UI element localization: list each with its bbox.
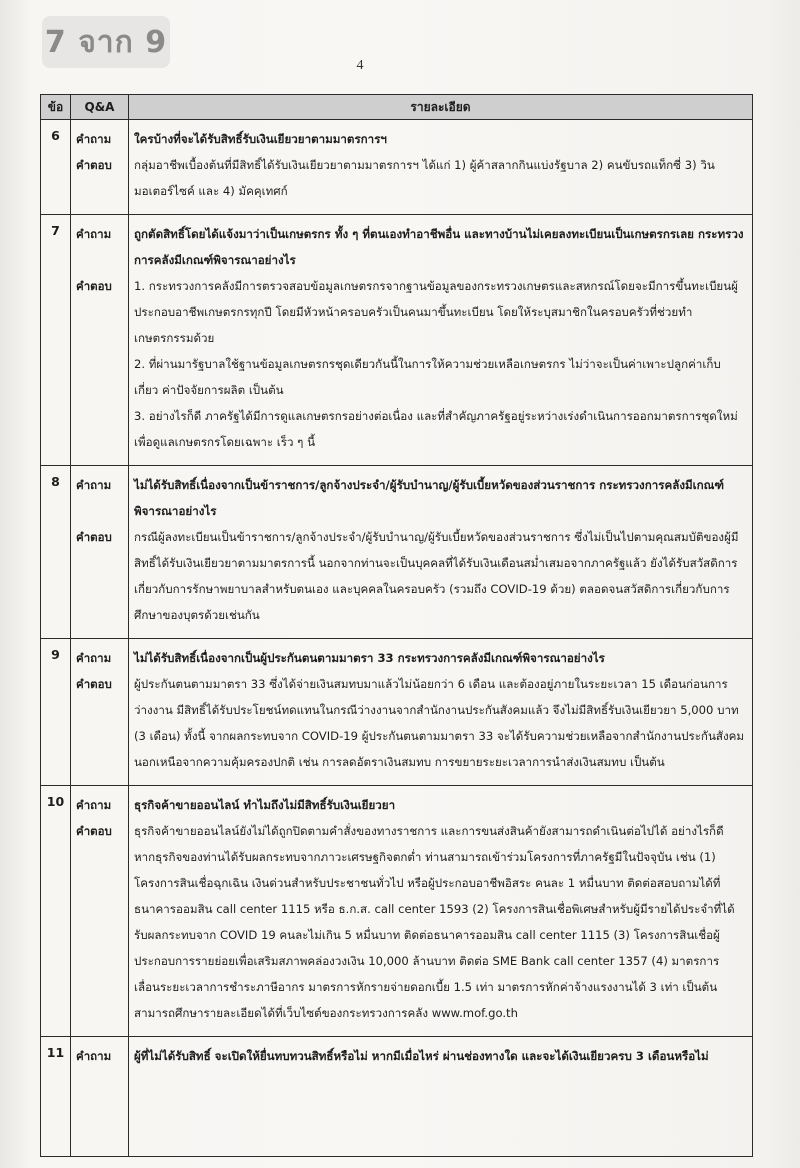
- table-row: [41, 466, 753, 639]
- answer-text: [134, 671, 744, 775]
- qa-label-cell: [71, 1037, 129, 1157]
- answer-text: [134, 524, 744, 628]
- row-number: 7: [41, 215, 71, 466]
- answer-label: คำตอบ: [76, 279, 112, 293]
- question-text: ผู้ที่ไม่ได้รับสิทธิ์ จะเปิดให้ยื่นทบทวนสิทธิ์หรือไม่ หากมีเมื่อไหร่ ผ่านช่องทางใด และจะได้เงินเยียวครบ 3 เดือนหรือไม่: [134, 1049, 709, 1063]
- row-number: 11: [41, 1037, 71, 1157]
- answer-paragraph: 2. ที่ผ่านมารัฐบาลใช้ฐานข้อมูลเกษตรกรชุดเดียวกันนี้ในการให้ความช่วยเหลือเกษตรกร ไม่ว่าจะเป็นค่าเพาะปลูกค่าเก็บเกี่ยว ค่าปัจจัยการผลิต เป็นต้น: [134, 357, 721, 397]
- table-row: [41, 639, 753, 786]
- answer-paragraph: กรณีผู้ลงทะเบียนเป็นข้าราชการ/ลูกจ้างประจำ/ผู้รับบำนาญ/ผู้รับเบี้ยหวัดของส่วนราชการ ซึ่งไม่เป็นไปตามคุณสมบัติของผู้มีสิทธิ์ได้รับเงินเยียวยาตามมาตรการนี้ นอกจากท่านจะเป็นบุคคลที่ได้รับเงินเดือนสม่ำเสมอจากภาครัฐแล้ว ยังได้รับสวัสดิการเกี่ยวกับการรักษาพยาบาลสำหรับตนเอง และบุคคลในครอบครัว (รวมถึง COVID-19 ด้วย) ตลอดจนสวัสดิการเกี่ยวกับการศึกษาของบุตรด้วยเช่นกัน: [134, 530, 739, 622]
- table-header-row: [41, 95, 753, 120]
- detail-cell: [129, 639, 753, 786]
- answer-text: [134, 818, 744, 1026]
- row-number: 10: [41, 786, 71, 1037]
- row-number: 9: [41, 639, 71, 786]
- header-no: ข้อ: [41, 95, 71, 120]
- qa-label-cell: [71, 120, 129, 215]
- answer-label: คำตอบ: [76, 158, 112, 172]
- detail-cell: [129, 1037, 753, 1157]
- answer-label: คำตอบ: [76, 824, 112, 838]
- page-indicator: 7 จาก 9: [42, 16, 170, 68]
- detail-cell: [129, 786, 753, 1037]
- header-detail: รายละเอียด: [129, 95, 753, 120]
- question-label: คำถาม: [76, 1049, 112, 1063]
- qa-label-cell: [71, 639, 129, 786]
- qa-table: [40, 94, 753, 1157]
- question-label: คำถาม: [76, 227, 112, 241]
- question-text: ใครบ้างที่จะได้รับสิทธิ์รับเงินเยียวยาตามมาตรการฯ: [134, 132, 387, 146]
- page-number: 4: [356, 58, 364, 73]
- row-number: 6: [41, 120, 71, 215]
- answer-paragraph: 1. กระทรวงการคลังมีการตรวจสอบข้อมูลเกษตรกรจากฐานข้อมูลของกระทรวงเกษตรและสหกรณ์โดยจะมีการขึ้นทะเบียนผู้ประกอบอาชีพเกษตรกรทุกปี โดยมีหัวหน้าครอบครัวเป็นคนมาขึ้นทะเบียน โดยให้ระบุสมาชิกในครอบครัวที่ช่วยทำเกษตรกรรมด้วย: [134, 279, 738, 345]
- qa-label-cell: [71, 215, 129, 466]
- answer-label: คำตอบ: [76, 677, 112, 691]
- answer-text: [134, 273, 744, 455]
- detail-cell: [129, 215, 753, 466]
- question-text: ไม่ได้รับสิทธิ์เนื่องจากเป็นผู้ประกันตนตามมาตรา 33 กระทรวงการคลังมีเกณฑ์พิจารณาอย่างไร: [134, 651, 605, 665]
- row-number: 8: [41, 466, 71, 639]
- question-label: คำถาม: [76, 132, 112, 146]
- question-label: คำถาม: [76, 651, 112, 665]
- table-row: [41, 1037, 753, 1157]
- answer-text: [134, 152, 744, 204]
- table-row: [41, 215, 753, 466]
- table-row: [41, 786, 753, 1037]
- table-body: [41, 120, 753, 1157]
- header-qa: Q&A: [71, 95, 129, 120]
- question-text: ถูกตัดสิทธิ์โดยได้แจ้งมาว่าเป็นเกษตรกร ทั้ง ๆ ที่ตนเองทำอาชีพอื่น และทางบ้านไม่เคยลงทะเบียนเป็นเกษตรกรเลย กระทรวงการคลังมีเกณฑ์พิจารณาอย่างไร: [134, 227, 744, 267]
- detail-cell: [129, 466, 753, 639]
- answer-label: คำตอบ: [76, 530, 112, 544]
- question-text: ไม่ได้รับสิทธิ์เนื่องจากเป็นข้าราชการ/ลูกจ้างประจำ/ผู้รับบำนาญ/ผู้รับเบี้ยหวัดของส่วนราชการ กระทรวงการคลังมีเกณฑ์พิจารณาอย่างไร: [134, 478, 725, 518]
- answer-paragraph: ธุรกิจค้าขายออนไลน์ยังไม่ได้ถูกปิดตามคำสั่งของทางราชการ และการขนส่งสินค้ายังสามารถดำเนินต่อไปได้ อย่างไรก็ดี หากธุรกิจของท่านได้รับผลกระทบจากภาวะเศรษฐกิจตกต่ำ ท่านสามารถเข้าร่วมโครงการที่ภาครัฐมีในปัจจุบัน เช่น (1) โครงการสินเชื่อฉุกเฉิน เงินด่วนสำหรับประชาชนทั่วไป หรือผู้ประกอบอาชีพอิสระ คนละ 1 หมื่นบาท ติดต่อสอบถามได้ที่ธนาคารออมสิน call center 1115 หรือ ธ.ก.ส. call center 1593 (2) โครงการสินเชื่อพิเศษสำหรับผู้มีรายได้ประจำที่ได้รับผลกระทบจาก COVID 19 คนละไม่เกิน 5 หมื่นบาท ติดต่อธนาคารออมสิน call center 1115 (3) โครงการสินเชื่อผู้ประกอบการรายย่อยเพื่อเสริมสภาพคล่องวงเงิน 10,000 ล้านบาท ติดต่อ SME Bank call center 1357 (4) มาตรการเลื่อนระยะเวลาการชำระภาษีอากร มาตรการหักรายจ่ายดอกเบี้ย 1.5 เท่า มาตรการหักค่าจ้างแรงงานได้ 3 เท่า เป็นต้น สามารถศึกษารายละเอียดได้ที่เว็บไซต์ของกระทรวงการคลัง www.mof.go.th: [134, 824, 735, 1020]
- qa-label-cell: [71, 466, 129, 639]
- question-text: ธุรกิจค้าขายออนไลน์ ทำไมถึงไม่มีสิทธิ์รับเงินเยียวยา: [134, 798, 396, 812]
- question-label: คำถาม: [76, 478, 112, 492]
- answer-paragraph: 3. อย่างไรก็ดี ภาครัฐได้มีการดูแลเกษตรกรอย่างต่อเนื่อง และที่สำคัญภาครัฐอยู่ระหว่างเร่งดำเนินการออกมาตรการชุดใหม่เพื่อดูแลเกษตรกรโดยเฉพาะ เร็ว ๆ นี้: [134, 409, 738, 449]
- answer-paragraph: กลุ่มอาชีพเบื้องต้นที่มีสิทธิ์ได้รับเงินเยียวยาตามมาตรการฯ ได้แก่ 1) ผู้ค้าสลากกินแบ่งรัฐบาล 2) คนขับรถแท็กซี่ 3) วินมอเตอร์ไซค์ และ 4) มัคคุเทศก์: [134, 158, 715, 198]
- qa-label-cell: [71, 786, 129, 1037]
- question-label: คำถาม: [76, 798, 112, 812]
- answer-paragraph: ผู้ประกันตนตามมาตรา 33 ซึ่งได้จ่ายเงินสมทบมาแล้วไม่น้อยกว่า 6 เดือน และต้องอยู่ภายในระยะเวลา 15 เดือนก่อนการว่างงาน มีสิทธิ์ได้รับประโยชน์ทดแทนในกรณีว่างงานจากสำนักงานประกันสังคมแล้ว จึงไม่มีสิทธิ์รับเงินเยียวยา 5,000 บาท (3 เดือน) ทั้งนี้ จากผลกระทบจาก COVID-19 ผู้ประกันตนตามมาตรา 33 จะได้รับความช่วยเหลือจากสำนักงานประกันสังคมนอกเหนือจากความคุ้มครองปกติ เช่น การลดอัตราเงินสมทบ การขยายระยะเวลาการนำส่งเงินสมทบ เป็นต้น: [134, 677, 745, 769]
- table-row: [41, 120, 753, 215]
- detail-cell: [129, 120, 753, 215]
